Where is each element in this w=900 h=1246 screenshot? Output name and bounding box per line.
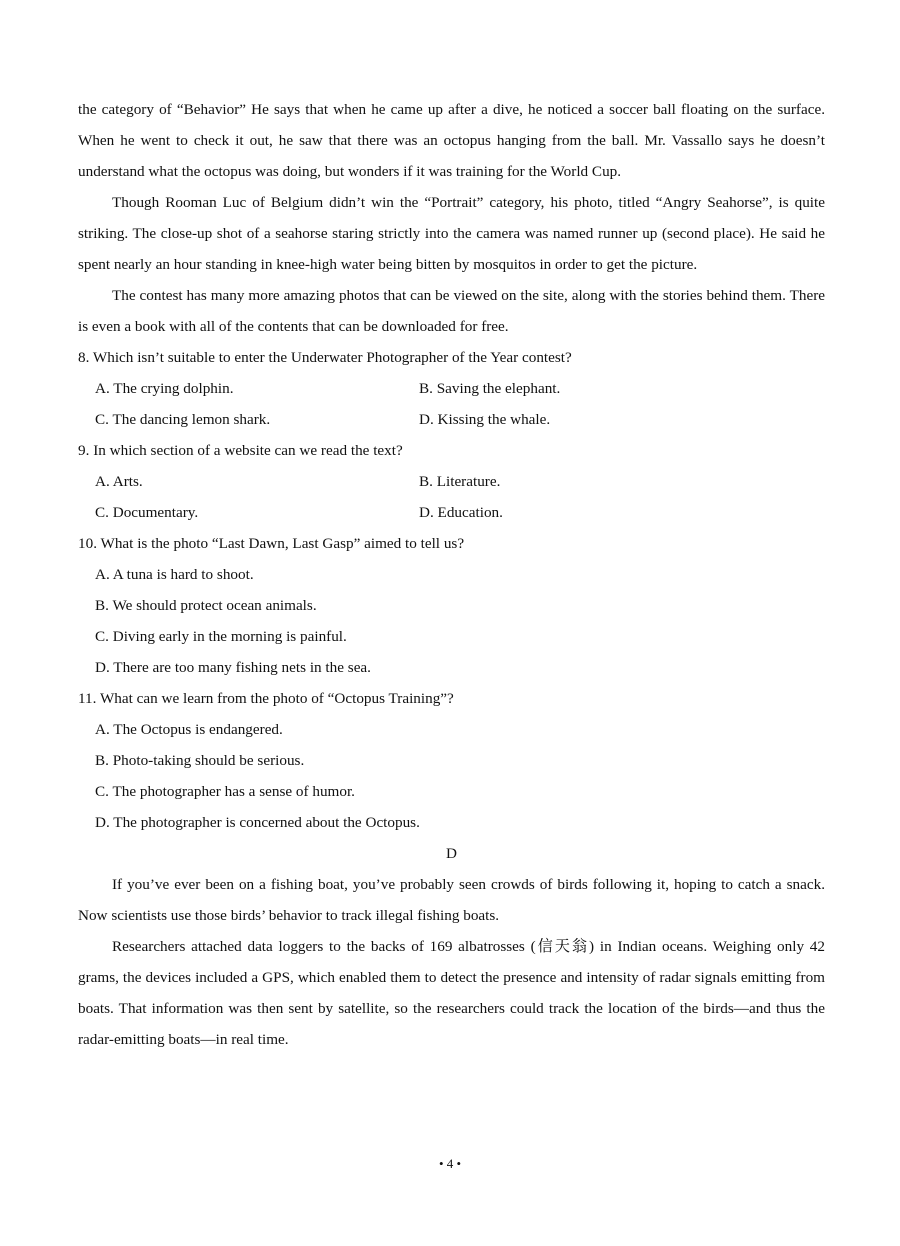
question-8-options (78, 373, 825, 435)
passage-d-heading: D (446, 845, 457, 862)
question-11-stem: 11. What can we learn from the photo of “Octopus Training”? (78, 690, 454, 707)
question-9-options (78, 466, 825, 528)
question-10-option-b: B. We should protect ocean animals. (95, 597, 317, 614)
passage-c-paragraph-3: The contest has many more amazing photos that can be viewed on the site, along with the stories behind them. There is even a book with all of the contents that can be downloaded for free. (78, 287, 825, 335)
question-8-stem: 8. Which isn’t suitable to enter the Underwater Photographer of the Year contest? (78, 349, 572, 366)
question-10-stem: 10. What is the photo “Last Dawn, Last Gasp” aimed to tell us? (78, 535, 465, 552)
passage-c-paragraph-2: Though Rooman Luc of Belgium didn’t win the “Portrait” category, his photo, titled “Angry Seahorse”, is quite striking. The close-up shot of a seahorse staring strictly into the camera was named runner up (second place). He said he spent nearly an hour standing in knee-high water being bitten by mosquitos in order to get the picture. (78, 194, 825, 273)
question-11-option-c: C. The photographer has a sense of humor. (95, 783, 355, 800)
question-11-option-d: D. The photographer is concerned about the Octopus. (95, 814, 420, 831)
question-9-option-c: C. Documentary. (95, 504, 199, 521)
question-11-option-b: B. Photo-taking should be serious. (95, 752, 305, 769)
question-10-option-d: D. There are too many fishing nets in the sea. (95, 659, 371, 676)
passage-c-paragraph-1: the category of “Behavior” He says that when he came up after a dive, he noticed a soccer ball floating on the surface. When he went to check it out, he saw that there was an octopus hanging from the ball. Mr. Vassallo says he doesn’t understand what the octopus was doing, but wonders if it was training for the World Cup. (78, 101, 825, 180)
question-8-option-b: B. Saving the elephant. (419, 380, 561, 397)
question-9-option-a: A. Arts. (95, 473, 143, 490)
question-10-option-a: A. A tuna is hard to shoot. (95, 566, 254, 583)
page-number: • 4 • (438, 1156, 462, 1171)
question-9-stem: 9. In which section of a website can we read the text? (78, 442, 403, 459)
question-9-option-d: D. Education. (419, 504, 503, 521)
question-11-option-a: A. The Octopus is endangered. (95, 721, 283, 738)
question-8-option-c: C. The dancing lemon shark. (95, 411, 271, 428)
exam-page (78, 94, 825, 1055)
passage-d-paragraph-1: If you’ve ever been on a fishing boat, you’ve probably seen crowds of birds following it, hoping to catch a snack. Now scientists use those birds’ behavior to track illegal fishing boats. (78, 876, 825, 924)
question-8-option-a: A. The crying dolphin. (95, 380, 234, 397)
question-10-option-c: C. Diving early in the morning is painful. (95, 628, 347, 645)
question-9-option-b: B. Literature. (419, 473, 501, 490)
passage-d-paragraph-2: Researchers attached data loggers to the backs of 169 albatrosses (信天翁) in Indian oceans. Weighing only 42 grams, the devices included a GPS, which enabled them to detect the presence and intensity of radar signals emitting from boats. That information was then sent by satellite, so the researchers could track the location of the birds—and thus the radar-emitting boats—in real time. (78, 938, 825, 1048)
question-8-option-d: D. Kissing the whale. (419, 411, 551, 428)
